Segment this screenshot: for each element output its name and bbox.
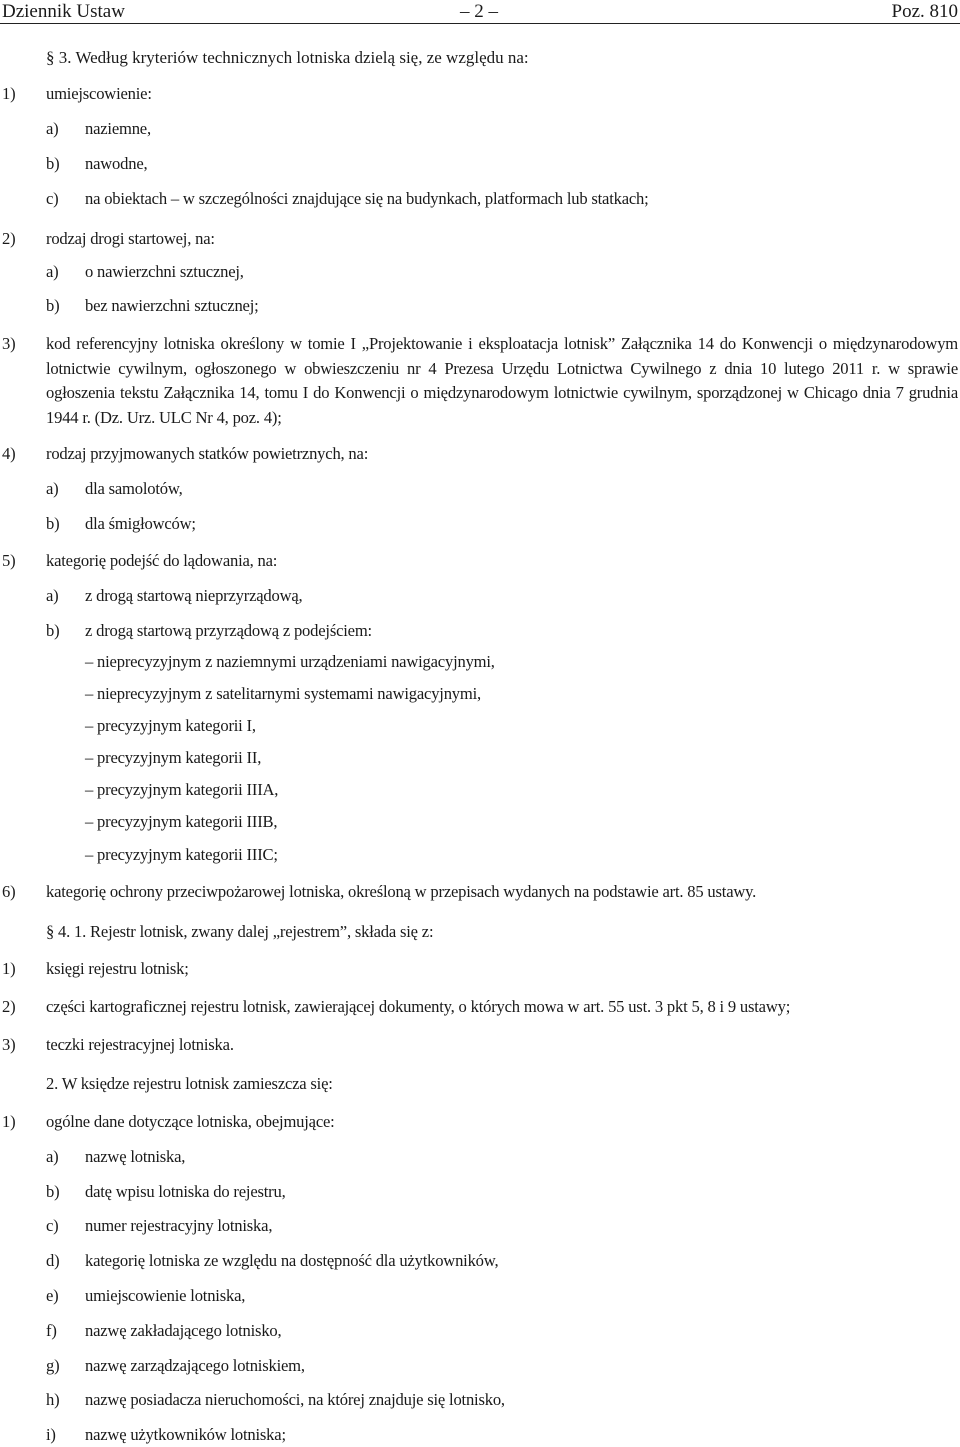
list-item-paragraph: kod referencyjny lotniska określony w tomie I „Projektowanie i eksploatacja lotnisk” Załącznika 14 do Konwencji o międzynarodowym lotnictwie cywilnym, ogłoszonego w obwieszczeniu nr 4 Prezesa Urzędu Lotnictwa Cywilnego z dnia 10 lutego 2011 r. w sprawie ogłoszenia tekstu Załącznika 14, tomu I do Konwencji o międzynarodowym lotnictwie cywilnym, sporządzonej w Chicago dnia 7 grudnia 1944 r. (Dz. Urz. ULC Nr 4, poz. 4); <box>46 334 958 427</box>
header-rule <box>0 23 960 24</box>
journal-title: Dziennik Ustaw <box>2 1 125 22</box>
page-header <box>0 0 960 24</box>
position-number: Poz. 810 <box>891 1 958 22</box>
page-number: – 2 – <box>460 1 498 22</box>
